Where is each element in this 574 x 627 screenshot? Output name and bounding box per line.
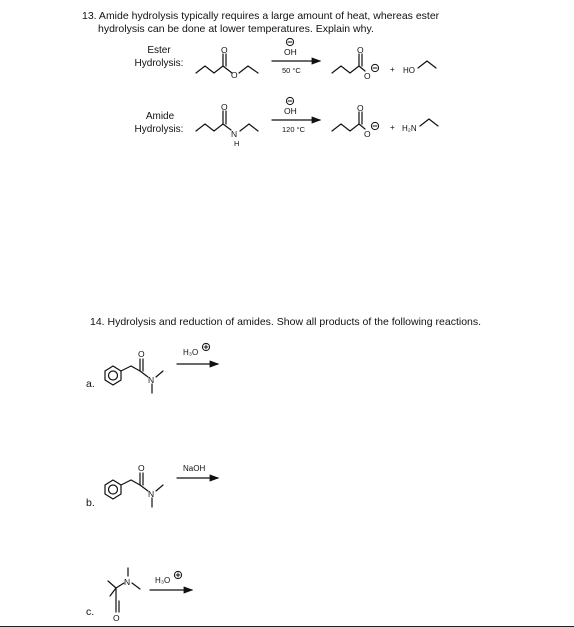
svg-text:O: O [364,129,371,139]
svg-text:N: N [148,375,155,385]
svg-text:N: N [124,577,131,587]
ethanol-product [403,61,436,75]
ethylamine-product [402,119,438,133]
part-c-amide-structure [108,568,140,623]
amide-label: Amide [145,111,175,122]
ester-ho-label: HO [403,66,415,75]
q13-text-line1: 13. Amide hydrolysis typically requires a large amount of heat, whereas ester [82,10,440,22]
amide-hydroxide-reagent [284,97,297,116]
amide-plus: + [390,123,395,132]
ethyl-propanoate-structure [196,45,258,80]
svg-text:O: O [113,613,120,623]
part-a-h3o-label: H₃O [183,348,199,357]
amide-temperature: 120 °C [282,125,306,134]
ester-ether-o: O [231,70,238,80]
ester-hydrolysis-label: Hydrolysis: [134,58,184,69]
part-c-label: c. [86,606,95,618]
amide-propanoate-product [332,103,379,139]
amide-nh-h: H [234,139,240,148]
svg-text:O: O [138,349,145,359]
part-b-naoh-label: NaOH [183,464,206,473]
svg-text:O: O [221,102,228,112]
svg-text:O: O [138,463,145,473]
propanoate-product [332,45,379,81]
ester-oh-reagent: OH [284,47,297,57]
part-c-reagent [155,571,182,585]
part-b-label: b. [86,497,95,509]
part-c-h3o-label: H₃O [155,576,171,585]
ester-temperature: 50 °C [282,66,301,75]
svg-text:N: N [148,489,155,499]
ester-plus: + [390,65,395,74]
part-b-amide-structure [105,463,163,507]
svg-text:O: O [357,45,364,55]
part-a-amide-structure [105,349,163,393]
svg-text:O: O [364,71,371,81]
ester-carbonyl-o: O [221,45,228,55]
q14-text: 14. Hydrolysis and reduction of amides. Show all products of the following reactions. [90,316,482,328]
ester-hydroxide-reagent [284,38,297,57]
part-a-reagent [183,343,210,357]
n-ethylpropanamide-structure [196,102,258,148]
amide-h2n-label: H₂N [402,124,417,133]
q13-text-line2: hydrolysis can be done at lower temperatures. Explain why. [98,23,374,35]
ester-label: Ester [147,45,171,56]
amide-n: N [231,129,238,139]
part-a-label: a. [86,378,95,390]
amide-hydrolysis-label: Hydrolysis: [134,124,184,135]
amide-oh-reagent: OH [284,106,297,116]
svg-text:O: O [357,103,364,113]
